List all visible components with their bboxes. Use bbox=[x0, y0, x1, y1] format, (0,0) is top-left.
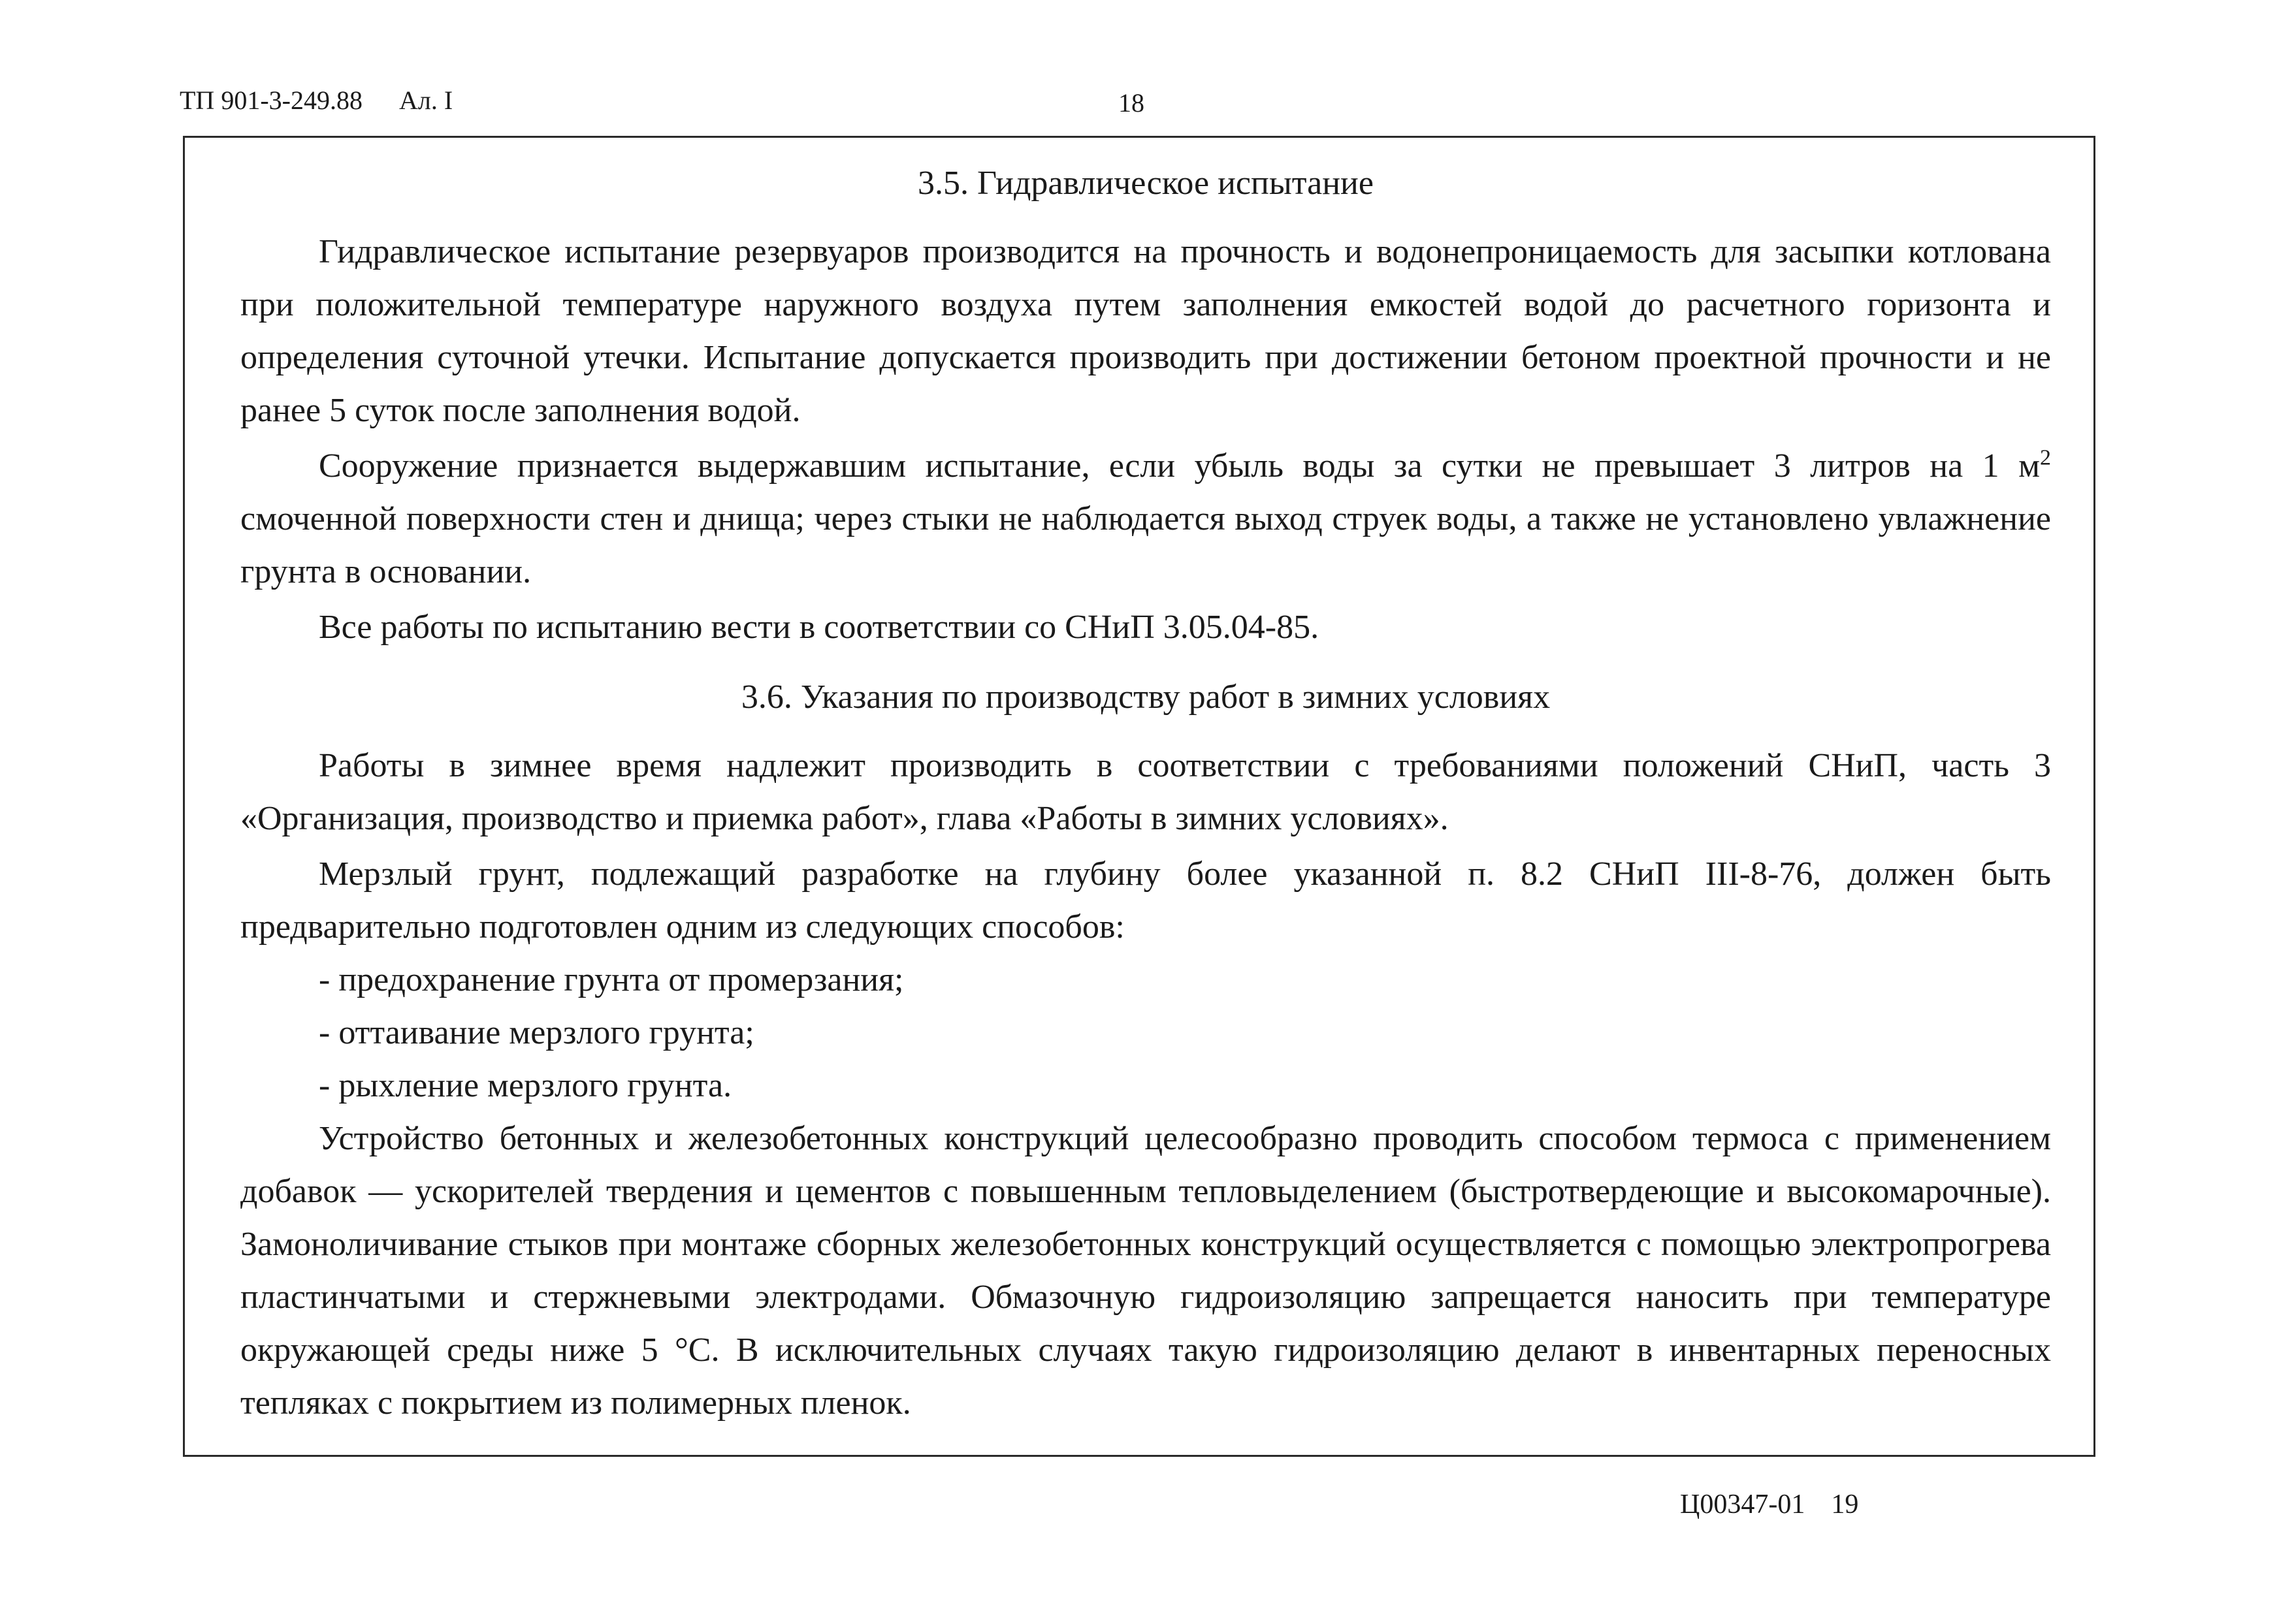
section-3-5-paragraph-2 bbox=[240, 439, 2051, 598]
section-3-5-title: 3.5. Гидравлическое испытание bbox=[918, 165, 1374, 202]
list-item: - рыхление мерзлого грунта. bbox=[319, 1067, 732, 1104]
section-3-6-paragraph-2: Мерзлый грунт, подлежащий разработке на глубину более указанной п. 8.2 СНиП III-8-76, должен быть предварительно подготовлен одним из следующих способов: bbox=[240, 855, 2051, 946]
footer-stamp bbox=[1680, 1489, 1858, 1520]
section-3-6-paragraph-3: Устройство бетонных и железобетонных конструкций целесообразно проводить способом термоса с применением добавок — ускорителей твердения и цементов с повышенным тепловыделением (быстротвердеющие и высокомарочные). Замоноличивание стыков при монтаже сборных железобетонных конструкций осуществляется с помощью электропрогрева пластинчатыми и стержневыми электродами. Обмазочную гидроизоляцию запрещается наносить при температуре окружающей среды ниже 5 °С. В исключительных случаях такую гидроизоляцию делают в инвентарных переносных тепляках с покрытием из полимерных пленок. bbox=[240, 1120, 2051, 1422]
paragraph-2-text-start: Сооружение признается выдержавшим испытание, если убыль воды за сутки не превышает 3 литров на 1 м bbox=[319, 447, 2040, 485]
section-3-5-paragraph-3: Все работы по испытанию вести в соответствии со СНиП 3.05.04-85. bbox=[319, 609, 1319, 646]
list-item: - оттаивание мерзлого грунта; bbox=[319, 1014, 754, 1051]
list-item: - предохранение грунта от промерзания; bbox=[319, 961, 904, 998]
document-code: ТП 901-3-249.88 bbox=[180, 86, 363, 115]
page-number: 18 bbox=[1118, 88, 1144, 118]
document-code-header bbox=[180, 85, 453, 116]
section-3-6-paragraph-1: Работы в зимнее время надлежит производить в соответствии с требованиями положений СНиП, часть 3 «Организация, производство и приемка работ», глава «Работы в зимних условиях». bbox=[240, 747, 2051, 837]
album-number: Ал. I bbox=[398, 86, 453, 115]
square-meter-superscript: 2 bbox=[2040, 445, 2051, 470]
sheet-number: 19 bbox=[1831, 1489, 1859, 1520]
section-3-6-title: 3.6. Указания по производству работ в зимних условиях bbox=[741, 678, 1551, 716]
paragraph-2-text-end: смоченной поверхности стен и днища; через стыки не наблюдается выход струек воды, а также не установлено увлажнение грунта в основании. bbox=[240, 500, 2051, 590]
footer-code: Ц00347-01 bbox=[1680, 1489, 1805, 1520]
section-3-5-paragraph-1: Гидравлическое испытание резервуаров производится на прочность и водонепроницаемость для засыпки котлована при положительной температуре наружного воздуха путем заполнения емкостей водой до расчетного горизонта и определения суточной утечки. Испытание допускается производить при достижении бетоном проектной прочности и не ранее 5 суток после заполнения водой. bbox=[240, 233, 2051, 429]
document-body bbox=[240, 157, 2051, 1429]
